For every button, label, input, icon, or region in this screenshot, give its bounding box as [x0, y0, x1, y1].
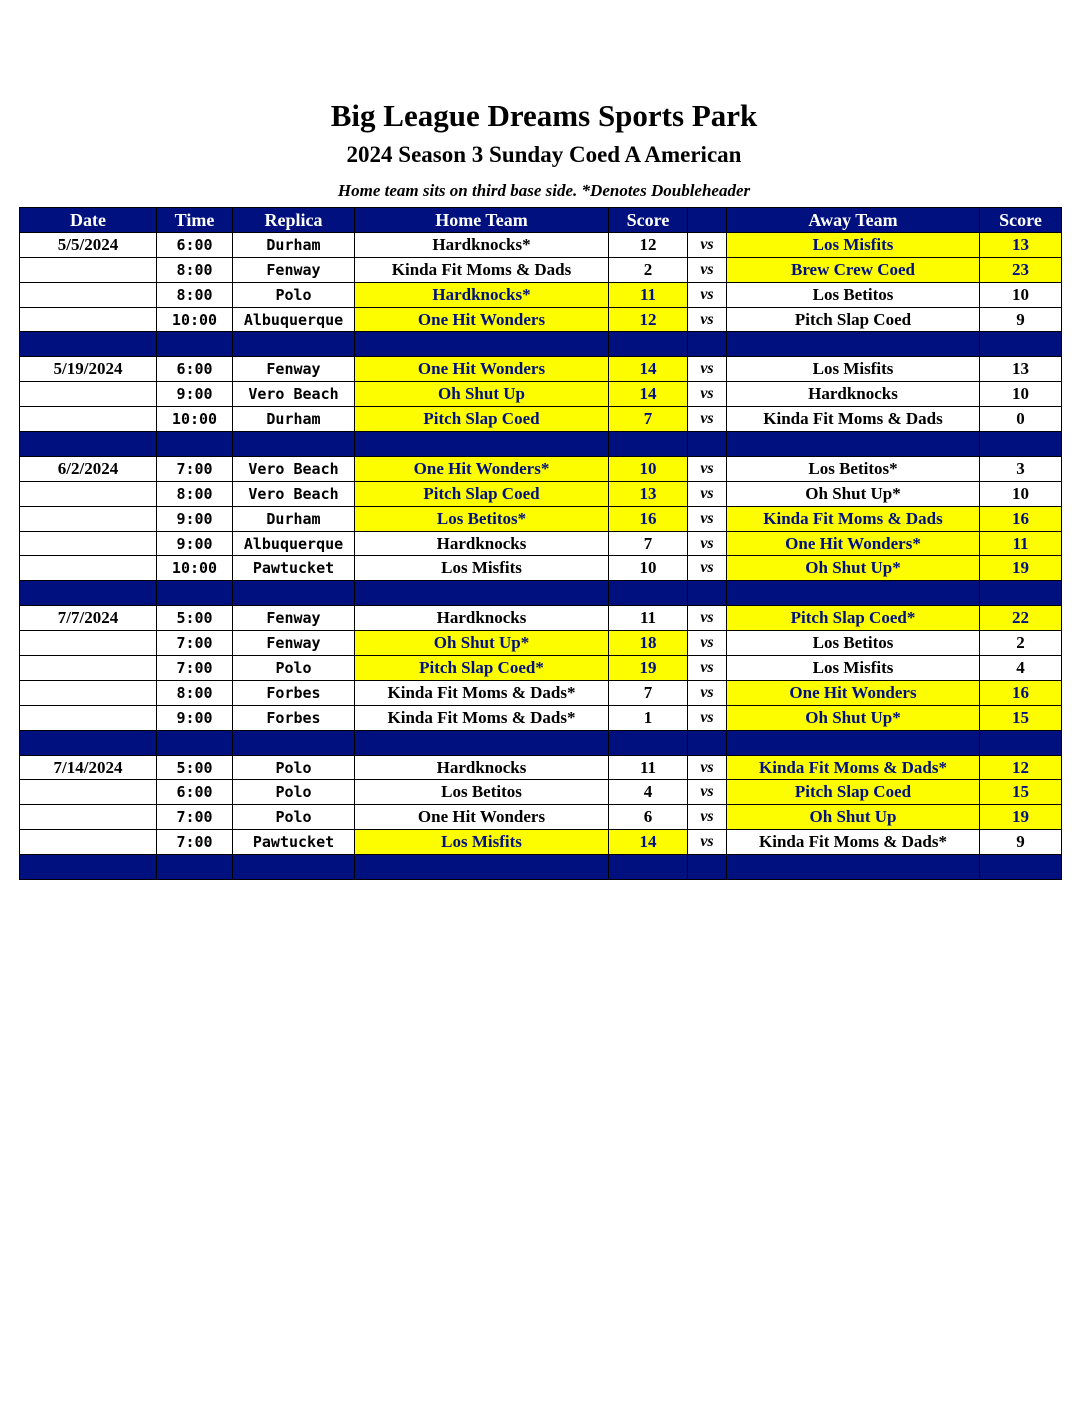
- home-score-cell: 14: [609, 382, 688, 407]
- time-cell: 7:00: [157, 631, 233, 656]
- home-team-cell: One Hit Wonders: [355, 357, 609, 382]
- home-team-cell: One Hit Wonders*: [355, 456, 609, 481]
- separator-cell: [688, 855, 727, 880]
- home-team-cell: Hardknocks: [355, 755, 609, 780]
- time-cell: 9:00: [157, 531, 233, 556]
- table-row: [20, 307, 1062, 332]
- home-score-cell: 6: [609, 805, 688, 830]
- away-team-cell: Hardknocks: [727, 382, 980, 407]
- time-cell: 10:00: [157, 407, 233, 432]
- separator-cell: [609, 581, 688, 606]
- date-cell: [20, 282, 157, 307]
- home-score-cell: 7: [609, 531, 688, 556]
- home-team-cell: Hardknocks*: [355, 282, 609, 307]
- home-score-cell: 7: [609, 407, 688, 432]
- date-cell: 5/19/2024: [20, 357, 157, 382]
- away-team-cell: Los Misfits: [727, 656, 980, 681]
- home-team-cell: Oh Shut Up*: [355, 631, 609, 656]
- date-cell: 5/5/2024: [20, 232, 157, 257]
- table-row: [20, 705, 1062, 730]
- home-team-cell: Hardknocks: [355, 531, 609, 556]
- date-cell: 6/2/2024: [20, 456, 157, 481]
- vs-cell: vs: [688, 656, 727, 681]
- date-cell: [20, 407, 157, 432]
- away-team-cell: Kinda Fit Moms & Dads: [727, 407, 980, 432]
- replica-cell: Albuquerque: [233, 307, 355, 332]
- date-cell: [20, 556, 157, 581]
- separator-cell: [355, 332, 609, 357]
- away-team-cell: Brew Crew Coed: [727, 257, 980, 282]
- replica-cell: Fenway: [233, 606, 355, 631]
- away-score-cell: 10: [980, 382, 1062, 407]
- vs-cell: vs: [688, 357, 727, 382]
- home-score-cell: 14: [609, 830, 688, 855]
- date-cell: [20, 481, 157, 506]
- table-row: [20, 830, 1062, 855]
- away-score-cell: 3: [980, 456, 1062, 481]
- away-score-cell: 19: [980, 805, 1062, 830]
- away-team-cell: Los Betitos*: [727, 456, 980, 481]
- away-score-cell: 10: [980, 481, 1062, 506]
- column-header-replica: Replica: [233, 208, 355, 233]
- week-separator-row: [20, 581, 1062, 606]
- vs-cell: vs: [688, 680, 727, 705]
- separator-cell: [688, 332, 727, 357]
- separator-cell: [355, 581, 609, 606]
- home-score-cell: 11: [609, 282, 688, 307]
- separator-cell: [157, 581, 233, 606]
- time-cell: 7:00: [157, 656, 233, 681]
- column-header-vs: [688, 208, 727, 233]
- separator-cell: [157, 332, 233, 357]
- separator-cell: [609, 855, 688, 880]
- vs-cell: vs: [688, 705, 727, 730]
- home-score-cell: 4: [609, 780, 688, 805]
- separator-cell: [20, 581, 157, 606]
- time-cell: 8:00: [157, 282, 233, 307]
- separator-cell: [20, 432, 157, 457]
- vs-cell: vs: [688, 830, 727, 855]
- date-cell: [20, 631, 157, 656]
- replica-cell: Fenway: [233, 257, 355, 282]
- replica-cell: Pawtucket: [233, 556, 355, 581]
- date-cell: [20, 531, 157, 556]
- table-row: [20, 382, 1062, 407]
- replica-cell: Vero Beach: [233, 456, 355, 481]
- home-score-cell: 1: [609, 705, 688, 730]
- vs-cell: vs: [688, 407, 727, 432]
- separator-cell: [355, 855, 609, 880]
- separator-cell: [980, 730, 1062, 755]
- away-score-cell: 22: [980, 606, 1062, 631]
- home-team-cell: Los Betitos*: [355, 506, 609, 531]
- replica-cell: Durham: [233, 506, 355, 531]
- away-score-cell: 15: [980, 705, 1062, 730]
- separator-cell: [980, 432, 1062, 457]
- column-header-date: Date: [20, 208, 157, 233]
- replica-cell: Polo: [233, 755, 355, 780]
- home-score-cell: 10: [609, 456, 688, 481]
- time-cell: 8:00: [157, 481, 233, 506]
- replica-cell: Fenway: [233, 357, 355, 382]
- week-separator-row: [20, 332, 1062, 357]
- column-header-away-team: Away Team: [727, 208, 980, 233]
- table-row: [20, 656, 1062, 681]
- home-team-cell: Pitch Slap Coed: [355, 481, 609, 506]
- away-team-cell: Oh Shut Up: [727, 805, 980, 830]
- table-row: [20, 282, 1062, 307]
- time-cell: 7:00: [157, 456, 233, 481]
- away-team-cell: Pitch Slap Coed*: [727, 606, 980, 631]
- home-score-cell: 14: [609, 357, 688, 382]
- separator-cell: [20, 730, 157, 755]
- separator-cell: [727, 432, 980, 457]
- replica-cell: Polo: [233, 656, 355, 681]
- time-cell: 8:00: [157, 680, 233, 705]
- away-team-cell: Pitch Slap Coed: [727, 307, 980, 332]
- time-cell: 6:00: [157, 232, 233, 257]
- away-score-cell: 15: [980, 780, 1062, 805]
- table-row: [20, 755, 1062, 780]
- date-cell: [20, 805, 157, 830]
- away-team-cell: Kinda Fit Moms & Dads*: [727, 755, 980, 780]
- vs-cell: vs: [688, 506, 727, 531]
- home-team-cell: Kinda Fit Moms & Dads: [355, 257, 609, 282]
- table-header-row: [20, 208, 1062, 233]
- home-score-cell: 12: [609, 307, 688, 332]
- doubleheader-note: Home team sits on third base side. *Denotes Doubleheader: [337, 181, 751, 200]
- home-score-cell: 7: [609, 680, 688, 705]
- separator-cell: [688, 730, 727, 755]
- date-cell: 7/7/2024: [20, 606, 157, 631]
- home-team-cell: Pitch Slap Coed*: [355, 656, 609, 681]
- replica-cell: Polo: [233, 805, 355, 830]
- away-score-cell: 12: [980, 755, 1062, 780]
- vs-cell: vs: [688, 805, 727, 830]
- table-row: [20, 407, 1062, 432]
- home-team-cell: Oh Shut Up: [355, 382, 609, 407]
- home-team-cell: One Hit Wonders: [355, 805, 609, 830]
- time-cell: 10:00: [157, 307, 233, 332]
- table-row: [20, 606, 1062, 631]
- table-row: [20, 232, 1062, 257]
- away-score-cell: 11: [980, 531, 1062, 556]
- column-header-time: Time: [157, 208, 233, 233]
- time-cell: 6:00: [157, 357, 233, 382]
- separator-cell: [727, 855, 980, 880]
- home-score-cell: 19: [609, 656, 688, 681]
- away-team-cell: One Hit Wonders*: [727, 531, 980, 556]
- table-row: [20, 357, 1062, 382]
- table-row: [20, 805, 1062, 830]
- home-score-cell: 11: [609, 606, 688, 631]
- time-cell: 10:00: [157, 556, 233, 581]
- time-cell: 7:00: [157, 805, 233, 830]
- replica-cell: Vero Beach: [233, 382, 355, 407]
- vs-cell: vs: [688, 631, 727, 656]
- date-cell: [20, 705, 157, 730]
- replica-cell: Durham: [233, 407, 355, 432]
- separator-cell: [233, 432, 355, 457]
- separator-cell: [233, 332, 355, 357]
- home-team-cell: Los Misfits: [355, 556, 609, 581]
- away-score-cell: 19: [980, 556, 1062, 581]
- vs-cell: vs: [688, 456, 727, 481]
- home-score-cell: 16: [609, 506, 688, 531]
- week-separator-row: [20, 730, 1062, 755]
- separator-cell: [609, 332, 688, 357]
- date-cell: [20, 656, 157, 681]
- home-team-cell: Los Misfits: [355, 830, 609, 855]
- table-row: [20, 506, 1062, 531]
- schedule-table: [19, 207, 1062, 880]
- away-team-cell: Los Betitos: [727, 282, 980, 307]
- vs-cell: vs: [688, 556, 727, 581]
- separator-cell: [727, 332, 980, 357]
- away-team-cell: Los Misfits: [727, 357, 980, 382]
- replica-cell: Polo: [233, 282, 355, 307]
- date-cell: [20, 830, 157, 855]
- home-score-cell: 18: [609, 631, 688, 656]
- home-team-cell: Kinda Fit Moms & Dads*: [355, 705, 609, 730]
- replica-cell: Vero Beach: [233, 481, 355, 506]
- separator-cell: [157, 432, 233, 457]
- date-cell: 7/14/2024: [20, 755, 157, 780]
- replica-cell: Pawtucket: [233, 830, 355, 855]
- replica-cell: Forbes: [233, 680, 355, 705]
- time-cell: 9:00: [157, 705, 233, 730]
- separator-cell: [727, 581, 980, 606]
- separator-cell: [20, 855, 157, 880]
- home-score-cell: 10: [609, 556, 688, 581]
- time-cell: 6:00: [157, 780, 233, 805]
- away-team-cell: Oh Shut Up*: [727, 556, 980, 581]
- time-cell: 9:00: [157, 506, 233, 531]
- vs-cell: vs: [688, 232, 727, 257]
- home-score-cell: 13: [609, 481, 688, 506]
- home-team-cell: Los Betitos: [355, 780, 609, 805]
- date-cell: [20, 506, 157, 531]
- away-score-cell: 9: [980, 307, 1062, 332]
- separator-cell: [980, 332, 1062, 357]
- away-team-cell: Oh Shut Up*: [727, 705, 980, 730]
- vs-cell: vs: [688, 755, 727, 780]
- home-team-cell: Hardknocks*: [355, 232, 609, 257]
- home-score-cell: 2: [609, 257, 688, 282]
- away-score-cell: 16: [980, 506, 1062, 531]
- home-team-cell: One Hit Wonders: [355, 307, 609, 332]
- column-header-home-score: Score: [609, 208, 688, 233]
- replica-cell: Fenway: [233, 631, 355, 656]
- date-cell: [20, 382, 157, 407]
- time-cell: 8:00: [157, 257, 233, 282]
- home-score-cell: 12: [609, 232, 688, 257]
- away-score-cell: 23: [980, 257, 1062, 282]
- separator-cell: [609, 730, 688, 755]
- column-header-home-team: Home Team: [355, 208, 609, 233]
- date-cell: [20, 680, 157, 705]
- replica-cell: Forbes: [233, 705, 355, 730]
- separator-cell: [20, 332, 157, 357]
- vs-cell: vs: [688, 257, 727, 282]
- away-score-cell: 13: [980, 357, 1062, 382]
- date-cell: [20, 307, 157, 332]
- separator-cell: [233, 855, 355, 880]
- away-score-cell: 4: [980, 656, 1062, 681]
- table-row: [20, 780, 1062, 805]
- week-separator-row: [20, 432, 1062, 457]
- table-row: [20, 531, 1062, 556]
- replica-cell: Polo: [233, 780, 355, 805]
- replica-cell: Albuquerque: [233, 531, 355, 556]
- away-team-cell: Oh Shut Up*: [727, 481, 980, 506]
- separator-cell: [688, 432, 727, 457]
- separator-cell: [233, 581, 355, 606]
- table-row: [20, 631, 1062, 656]
- date-cell: [20, 257, 157, 282]
- away-team-cell: One Hit Wonders: [727, 680, 980, 705]
- separator-cell: [157, 730, 233, 755]
- separator-cell: [157, 855, 233, 880]
- time-cell: 5:00: [157, 606, 233, 631]
- table-row: [20, 257, 1062, 282]
- vs-cell: vs: [688, 531, 727, 556]
- table-row: [20, 556, 1062, 581]
- separator-cell: [355, 432, 609, 457]
- home-team-cell: Pitch Slap Coed: [355, 407, 609, 432]
- time-cell: 9:00: [157, 382, 233, 407]
- time-cell: 7:00: [157, 830, 233, 855]
- vs-cell: vs: [688, 606, 727, 631]
- schedule-body: [20, 232, 1062, 879]
- table-row: [20, 481, 1062, 506]
- page-subtitle: 2024 Season 3 Sunday Coed A American: [346, 142, 742, 167]
- separator-cell: [980, 855, 1062, 880]
- date-cell: [20, 780, 157, 805]
- away-score-cell: 16: [980, 680, 1062, 705]
- home-team-cell: Hardknocks: [355, 606, 609, 631]
- table-row: [20, 680, 1062, 705]
- home-score-cell: 11: [609, 755, 688, 780]
- table-row: [20, 456, 1062, 481]
- away-score-cell: 2: [980, 631, 1062, 656]
- separator-cell: [980, 581, 1062, 606]
- separator-cell: [233, 730, 355, 755]
- vs-cell: vs: [688, 481, 727, 506]
- page-title: Big League Dreams Sports Park: [330, 98, 758, 133]
- vs-cell: vs: [688, 307, 727, 332]
- away-score-cell: 0: [980, 407, 1062, 432]
- away-score-cell: 10: [980, 282, 1062, 307]
- separator-cell: [609, 432, 688, 457]
- separator-cell: [355, 730, 609, 755]
- home-team-cell: Kinda Fit Moms & Dads*: [355, 680, 609, 705]
- separator-cell: [727, 730, 980, 755]
- away-score-cell: 13: [980, 232, 1062, 257]
- time-cell: 5:00: [157, 755, 233, 780]
- away-team-cell: Kinda Fit Moms & Dads: [727, 506, 980, 531]
- away-team-cell: Kinda Fit Moms & Dads*: [727, 830, 980, 855]
- away-team-cell: Los Misfits: [727, 232, 980, 257]
- vs-cell: vs: [688, 780, 727, 805]
- away-score-cell: 9: [980, 830, 1062, 855]
- week-separator-row: [20, 855, 1062, 880]
- vs-cell: vs: [688, 282, 727, 307]
- away-team-cell: Los Betitos: [727, 631, 980, 656]
- column-header-away-score: Score: [980, 208, 1062, 233]
- away-team-cell: Pitch Slap Coed: [727, 780, 980, 805]
- separator-cell: [688, 581, 727, 606]
- replica-cell: Durham: [233, 232, 355, 257]
- vs-cell: vs: [688, 382, 727, 407]
